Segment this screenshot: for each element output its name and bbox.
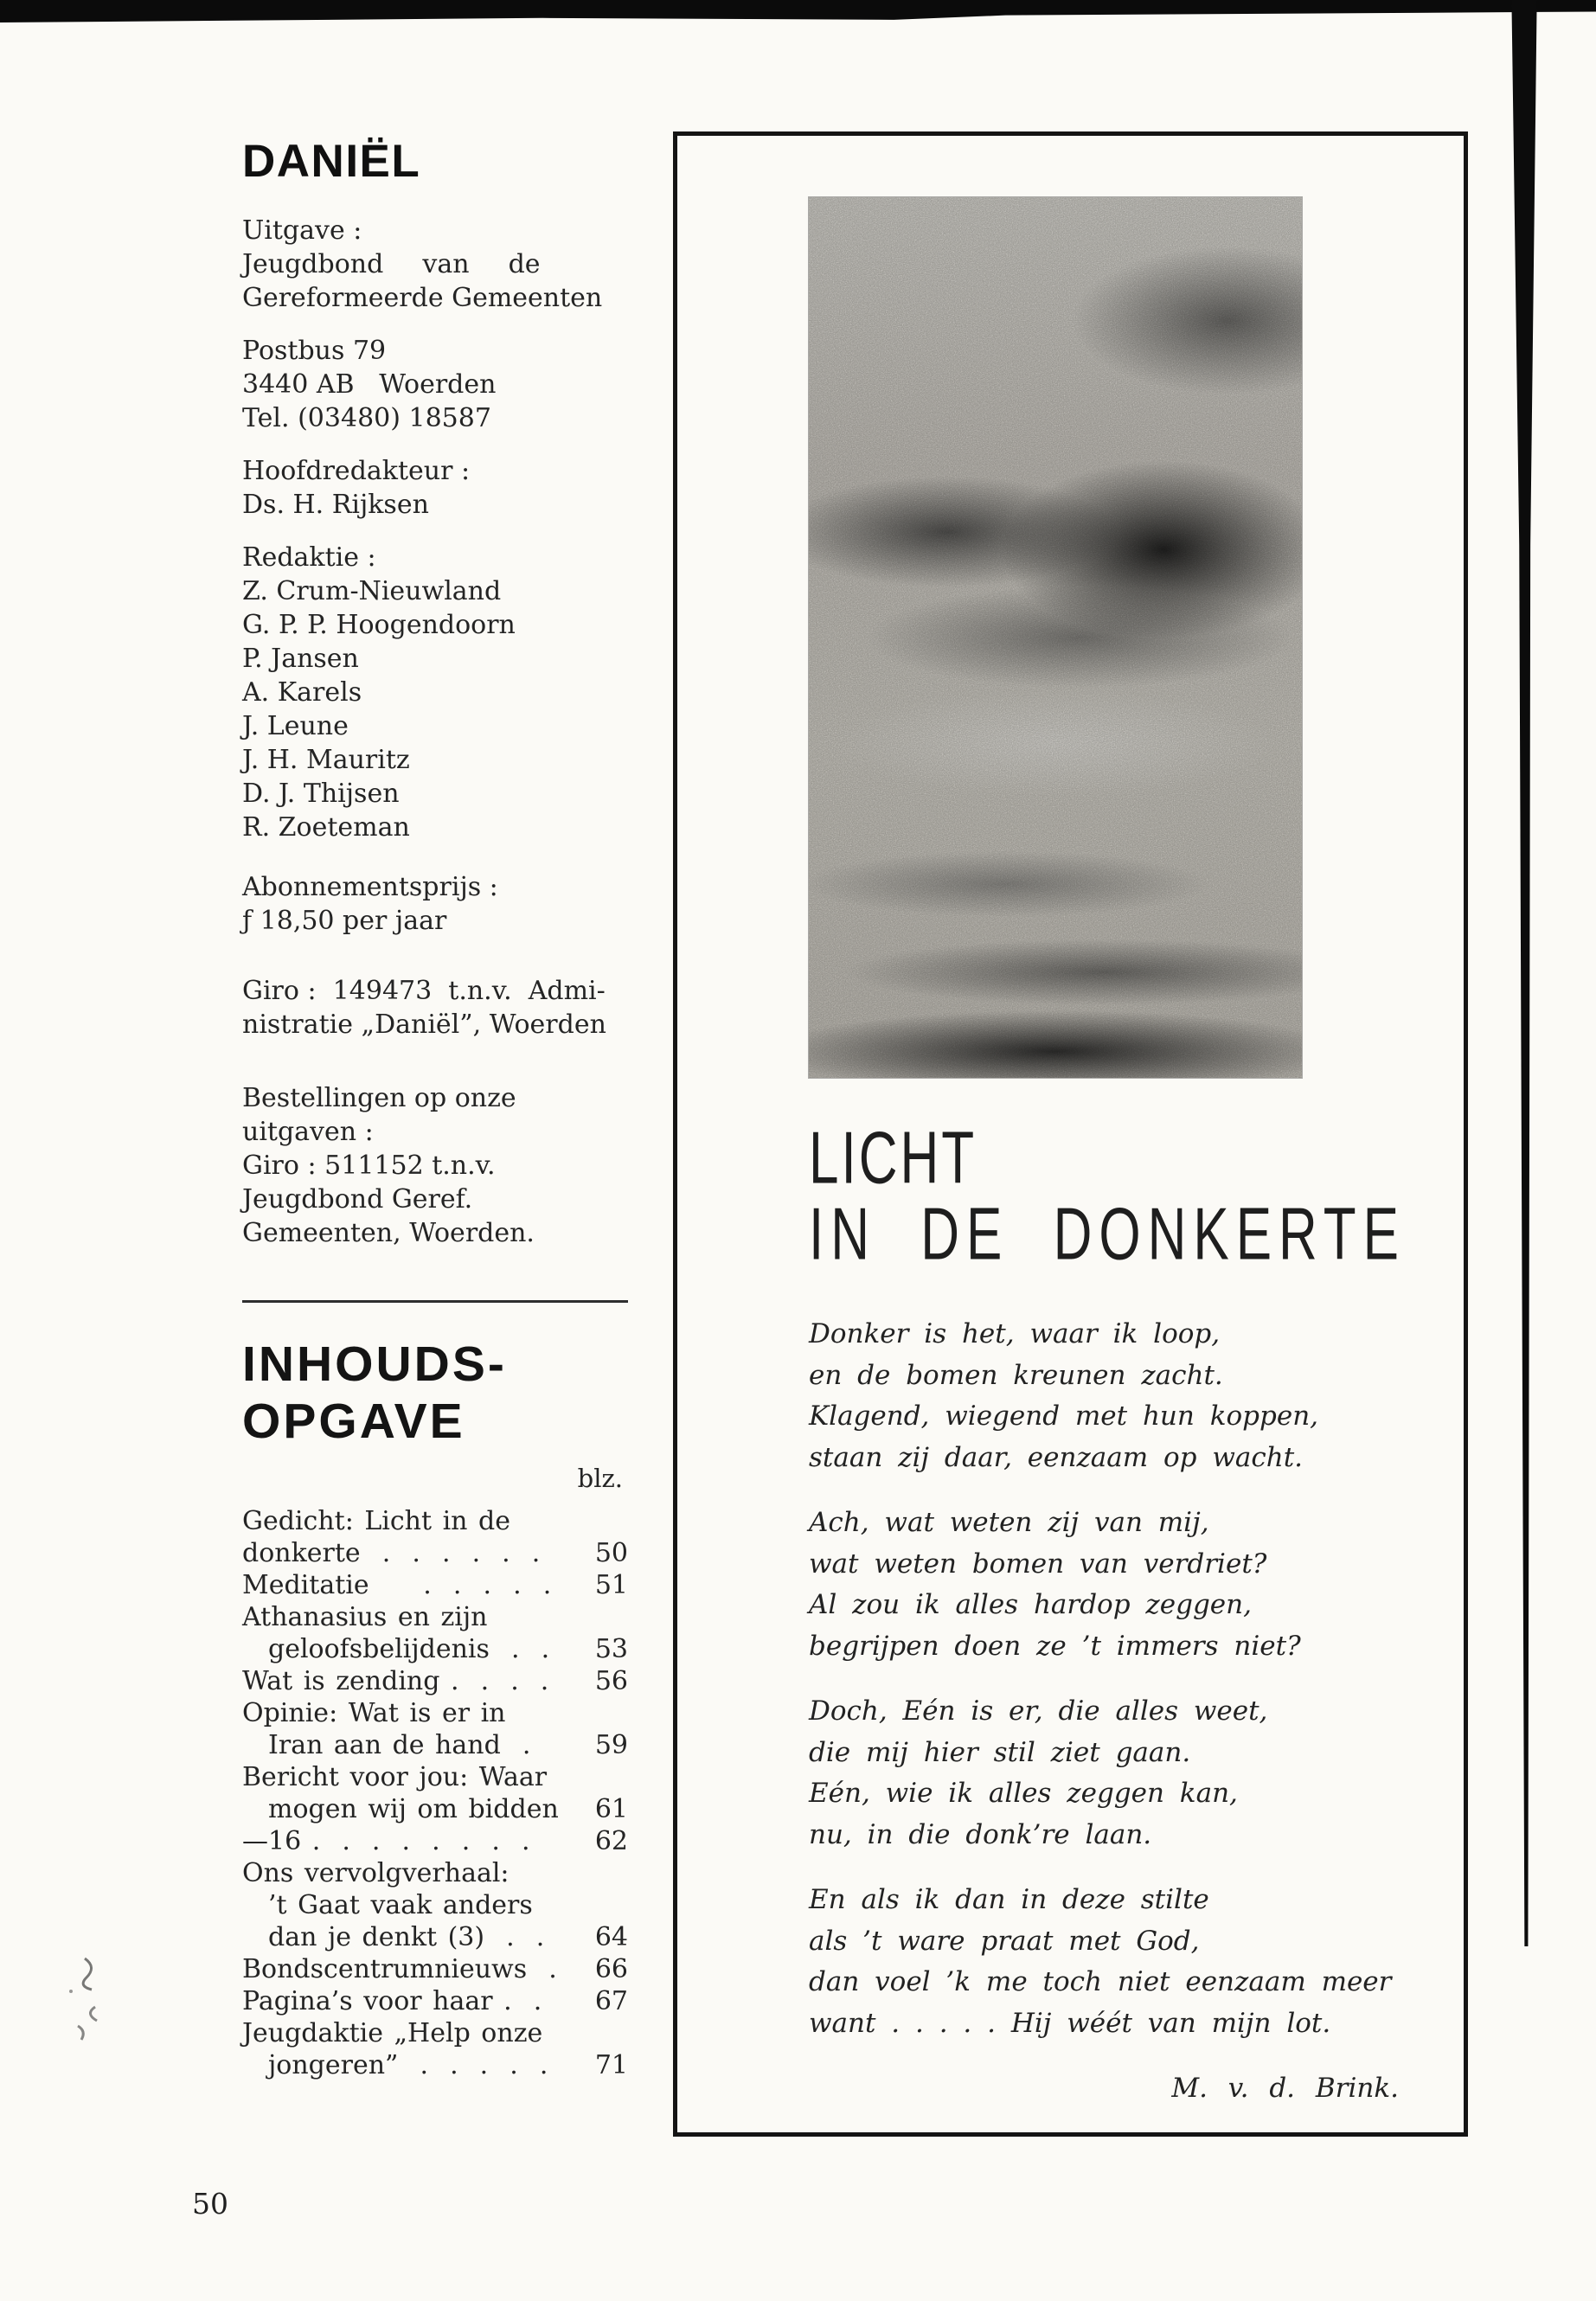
toc-row <box>242 2049 628 2081</box>
bestellingen-line: Gemeenten, Woerden. <box>242 1218 535 1248</box>
toc-row <box>242 1761 628 1793</box>
redaktie-member: J. Leune <box>242 711 349 741</box>
toc-entry-text: jongeren” . . . . . <box>268 2050 548 2080</box>
toc-row <box>242 1537 628 1569</box>
bestellingen-line: Giro : 511152 t.n.v. <box>242 1150 496 1181</box>
feature-title-line1 <box>809 1117 977 1200</box>
toc-entry-text: Bondscentrumnieuws . <box>242 1954 557 1984</box>
redaktie-label: Redaktie : <box>242 542 376 573</box>
toc-entry-text: Wat is zending . . . . <box>242 1666 549 1696</box>
poem-line: Al zou ik alles hardop zeggen, <box>809 1589 1252 1620</box>
toc-row <box>242 2017 628 2049</box>
address-line: Tel. (03480) 18587 <box>242 403 491 433</box>
scan-artifact-top-bar <box>0 0 1596 22</box>
toc-entry-page: 50 <box>594 1538 628 1568</box>
toc-entry-text: dan je denkt (3) . . <box>268 1922 545 1952</box>
toc-row <box>242 1921 628 1953</box>
bestellingen-line: Jeugdbond Geref. <box>242 1184 473 1215</box>
feature-title-text: LICHT <box>809 1117 977 1200</box>
toc-entry-page <box>578 1889 628 1921</box>
toc-row <box>242 1505 628 1537</box>
poem-line: staan zij daar, eenzaam op wacht. <box>809 1441 1304 1473</box>
address-line: Postbus 79 <box>242 336 387 366</box>
toc-column-label: blz. <box>577 1464 623 1493</box>
poem <box>809 1314 1449 2137</box>
toc-row <box>242 1729 628 1761</box>
poem-line: Klagend, wiegend met hun koppen, <box>809 1400 1319 1432</box>
toc-entry-text: Gedicht: Licht in de <box>242 1506 510 1536</box>
toc-entry-text: ’t Gaat vaak anders <box>268 1890 533 1920</box>
poem-line: Donker is het, waar ik loop, <box>809 1318 1221 1349</box>
poem-stanza <box>809 1503 1449 1667</box>
toc-entry-text: Bericht voor jou: Waar <box>242 1762 548 1792</box>
poem-line: En als ik dan in deze stilte <box>809 1884 1209 1915</box>
toc-entry-text: Iran aan de hand . <box>268 1730 531 1760</box>
uitgave-line: Jeugdbond van de <box>242 249 541 279</box>
address-line: 3440 AB Woerden <box>242 369 497 400</box>
toc-row <box>242 1793 628 1825</box>
toc-row <box>242 1985 628 2017</box>
giro-line: Giro : 149473 t.n.v. Admi- <box>242 976 606 1006</box>
bestellingen-line: uitgaven : <box>242 1117 374 1147</box>
toc-entry-text: geloofsbelijdenis . . <box>268 1634 550 1664</box>
uitgave-line: Gereformeerde Gemeenten <box>242 283 603 313</box>
hoofdredakteur-label: Hoofdredakteur : <box>242 456 471 486</box>
toc-row <box>242 1857 628 1889</box>
pen-scribble-mark <box>61 1953 138 2057</box>
toc-entry-text: donkerte . . . . . . <box>242 1538 541 1568</box>
column-divider <box>242 1300 628 1303</box>
toc-entry-page <box>578 2017 628 2049</box>
poem-line: die mij hier stil ziet gaan. <box>809 1736 1191 1768</box>
landscape-photo <box>809 197 1302 1078</box>
poem-line: nu, in die donk’re laan. <box>809 1818 1152 1850</box>
redaktie-member: P. Jansen <box>242 644 359 674</box>
toc-entry-text: Jeugdaktie „Help onze <box>242 2018 543 2048</box>
toc-heading <box>242 1336 628 1450</box>
giro-line: nistratie „Daniël”, Woerden <box>242 1009 606 1040</box>
bestellingen-line: Bestellingen op onze <box>242 1083 516 1113</box>
redaktie-member: G. P. P. Hoogendoorn <box>242 610 516 640</box>
toc-heading-line: OPGAVE <box>242 1394 465 1449</box>
toc-row <box>242 1569 628 1601</box>
feature-frame <box>673 131 1468 2137</box>
toc-entry-page: 71 <box>594 2050 628 2080</box>
poem-line: als ’t ware praat met God, <box>809 1925 1200 1957</box>
toc-entry-text: —16 . . . . . . . . <box>242 1826 530 1856</box>
toc-entry-text: Opinie: Wat is er in <box>242 1698 506 1728</box>
table-of-contents <box>242 1505 628 2081</box>
toc-entry-page: 61 <box>594 1794 628 1824</box>
toc-entry-text: Ons vervolgverhaal: <box>242 1858 510 1888</box>
toc-entry-page <box>578 1697 628 1729</box>
masthead-column <box>242 135 628 2081</box>
abonnement-price: ƒ 18,50 per jaar <box>242 906 447 936</box>
toc-entry-page: 66 <box>594 1954 628 1984</box>
poem-line: begrijpen doen ze ’t immers niet? <box>809 1630 1301 1662</box>
poem-stanza <box>809 1314 1449 1478</box>
poem-line: wat weten bomen van verdriet? <box>809 1548 1267 1580</box>
toc-entry-page: 62 <box>594 1826 628 1856</box>
toc-row <box>242 1697 628 1729</box>
redaktie-member: R. Zoeteman <box>242 812 410 843</box>
poem-line: Doch, Eén is er, die alles weet, <box>809 1695 1268 1727</box>
toc-row <box>242 1889 628 1921</box>
toc-entry-page <box>578 1505 628 1537</box>
poem-stanza <box>809 1880 1449 2044</box>
hoofdredakteur-name: Ds. H. Rijksen <box>242 490 429 520</box>
redaktie-member: Z. Crum-Nieuwland <box>242 576 502 606</box>
toc-entry-page: 51 <box>594 1570 628 1600</box>
toc-entry-page: 53 <box>594 1634 628 1664</box>
toc-entry-text: Athanasius en zijn <box>242 1602 488 1632</box>
scan-artifact-right-bar <box>1509 0 1538 1946</box>
toc-row <box>242 1601 628 1633</box>
poem-line: want . . . . . Hij wéét van mijn lot. <box>809 2007 1331 2039</box>
toc-row <box>242 1665 628 1697</box>
redaktie-member: D. J. Thijsen <box>242 779 400 809</box>
redaktie-member: J. H. Mauritz <box>242 745 410 775</box>
page-number: 50 <box>192 2187 228 2221</box>
toc-entry-page: 56 <box>594 1666 628 1696</box>
toc-heading-line: INHOUDS- <box>242 1336 507 1392</box>
uitgave-label: Uitgave : <box>242 215 362 246</box>
toc-row <box>242 1953 628 1985</box>
poem-line: en de bomen kreunen zacht. <box>809 1359 1223 1391</box>
toc-entry-page: 67 <box>594 1986 628 2016</box>
abonnement-label: Abonnementsprijs : <box>242 872 498 902</box>
poem-line: Ach, wat weten zij van mij, <box>809 1507 1209 1538</box>
toc-row <box>242 1633 628 1665</box>
toc-row <box>242 1825 628 1857</box>
feature-title-text: IN DE DONKERTE <box>809 1193 1406 1276</box>
feature-title-line2 <box>809 1193 1406 1276</box>
toc-entry-page: 64 <box>594 1922 628 1952</box>
toc-entry-text: mogen wij om bidden <box>268 1794 559 1824</box>
toc-entry-text: Meditatie . . . . . <box>242 1570 552 1600</box>
toc-entry-page <box>578 1761 628 1793</box>
poem-line: Eén, wie ik alles zeggen kan, <box>809 1778 1238 1809</box>
toc-entry-page <box>578 1857 628 1889</box>
toc-entry-page: 59 <box>594 1730 628 1760</box>
magazine-title: DANIËL <box>242 136 421 187</box>
poem-line: dan voel ’k me toch niet eenzaam meer <box>809 1966 1392 1997</box>
photo-grain-texture <box>809 197 1302 1078</box>
toc-entry-text: Pagina’s voor haar . . <box>242 1986 542 2016</box>
poem-author: M. v. d. Brink. <box>1171 2073 1399 2104</box>
poem-stanza <box>809 1691 1449 1856</box>
redaktie-member: A. Karels <box>242 677 362 708</box>
toc-entry-page <box>578 1601 628 1633</box>
